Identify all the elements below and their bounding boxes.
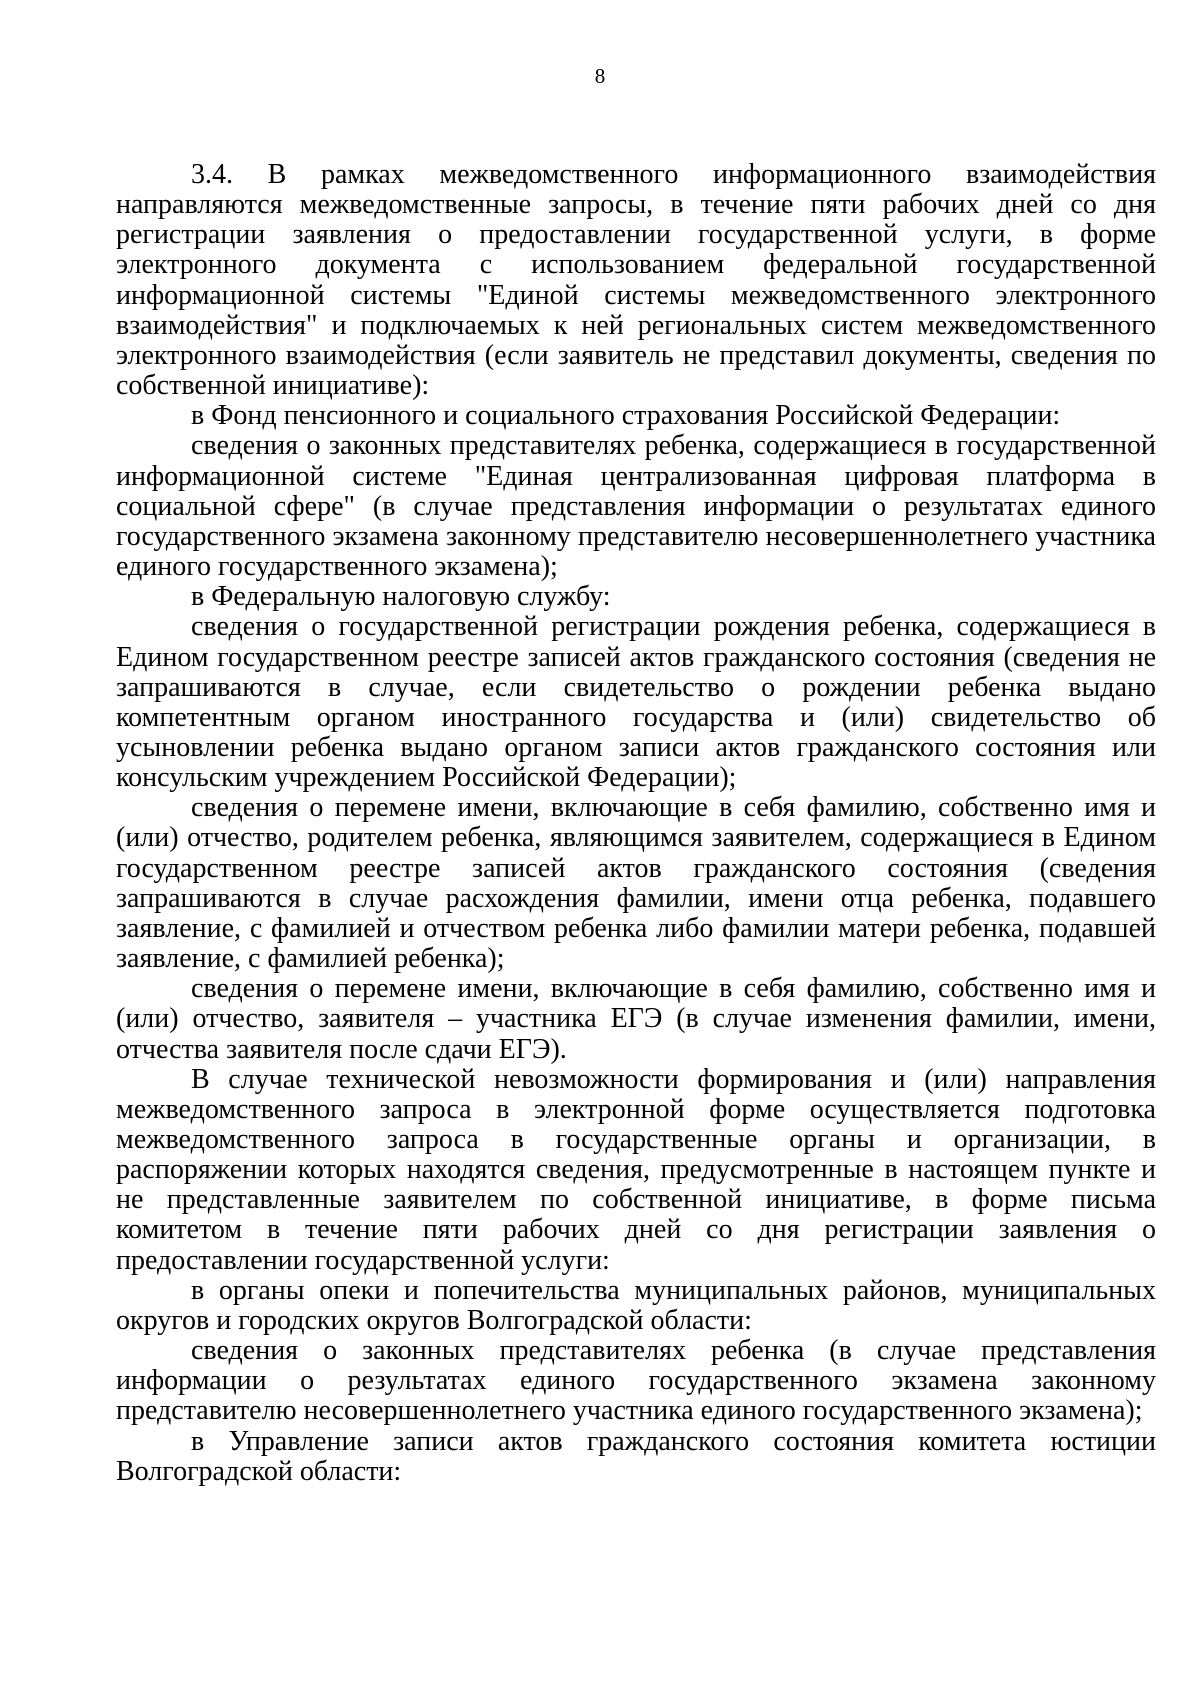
page-number: 8 xyxy=(594,64,606,88)
paragraph-legal-representatives-request: сведения о законных представителях ребенка (в случае представления информации о результатах единого государственного экзамена законному представителю несовершеннолетнего участника единого государственного экзамена); xyxy=(116,1335,1156,1427)
paragraph-birth-registration-info: сведения о государственной регистрации рождения ребенка, содержащиеся в Едином государственном реестре записей актов гражданского состояния (сведения не запрашиваются в случае, если свидетельство о рождении ребенка выдано компетентным органом иностранного государства и (или) свидетельство об усыновлении ребенка выдано органом записи актов гражданского состояния или консульским учреждением Российской Федерации); xyxy=(116,611,1156,794)
paragraph-name-change-parent: сведения о перемене имени, включающие в себя фамилию, собственно имя и (или) отчество, родителем ребенка, являющимся заявителем, содержащиеся в Едином государственном реестре записей актов гражданского состояния (сведения запрашиваются в случае расхождения фамилии, имени отца ребенка, подавшего заявление, с фамилией и отчеством ребенка либо фамилии матери ребенка, подавшей заявление, с фамилией ребенка); xyxy=(116,792,1156,975)
paragraph-technical-impossibility: В случае технической невозможности формирования и (или) направления межведомственного запроса в электронной форме осуществляется подготовка межведомственного запроса в государственные органы и организации, в распоряжении которых находятся сведения, предусмотренные в настоящем пункте и не представленные заявителем по собственной инициативе, в форме письма комитетом в течение пяти рабочих дней со дня регистрации заявления о предоставлении государственной услуги: xyxy=(116,1063,1156,1276)
paragraph-civil-registry-office: в Управление записи актов гражданского состояния комитета юстиции Волгоградской области: xyxy=(116,1425,1156,1487)
document-body xyxy=(116,160,1156,1487)
paragraph-name-change-applicant: сведения о перемене имени, включающие в себя фамилию, собственно имя и (или) отчество, заявителя – участника ЕГЭ (в случае изменения фамилии, имени, отчества заявителя после сдачи ЕГЭ). xyxy=(116,973,1156,1065)
paragraph-3-4-intro: 3.4. В рамках межведомственного информационного взаимодействия направляются межведомственные запросы, в течение пяти рабочих дней со дня регистрации заявления о предоставлении государственной услуги, в форме электронного документа с использованием федеральной государственной информационной системы "Единой системы межведомственного электронного взаимодействия" и подключаемых к ней региональных систем межведомственного электронного взаимодействия (если заявитель не представил документы, сведения по собственной инициативе): xyxy=(116,159,1156,402)
paragraph-pension-fund: в Фонд пенсионного и социального страхования Российской Федерации: xyxy=(191,400,1061,432)
paragraph-tax-service: в Федеральную налоговую службу: xyxy=(191,581,611,613)
paragraph-legal-representatives-info: сведения о законных представителях ребенка, содержащиеся в государственной информационной системе "Единая централизованная цифровая платформа в социальной сфере" (в случае представления информации о результатах единого государственного экзамена законному представителю несовершеннолетнего участника единого государственного экзамена); xyxy=(116,430,1156,583)
paragraph-guardianship-bodies: в органы опеки и попечительства муниципальных районов, муниципальных округов и городских округов Волгоградской области: xyxy=(116,1274,1156,1336)
